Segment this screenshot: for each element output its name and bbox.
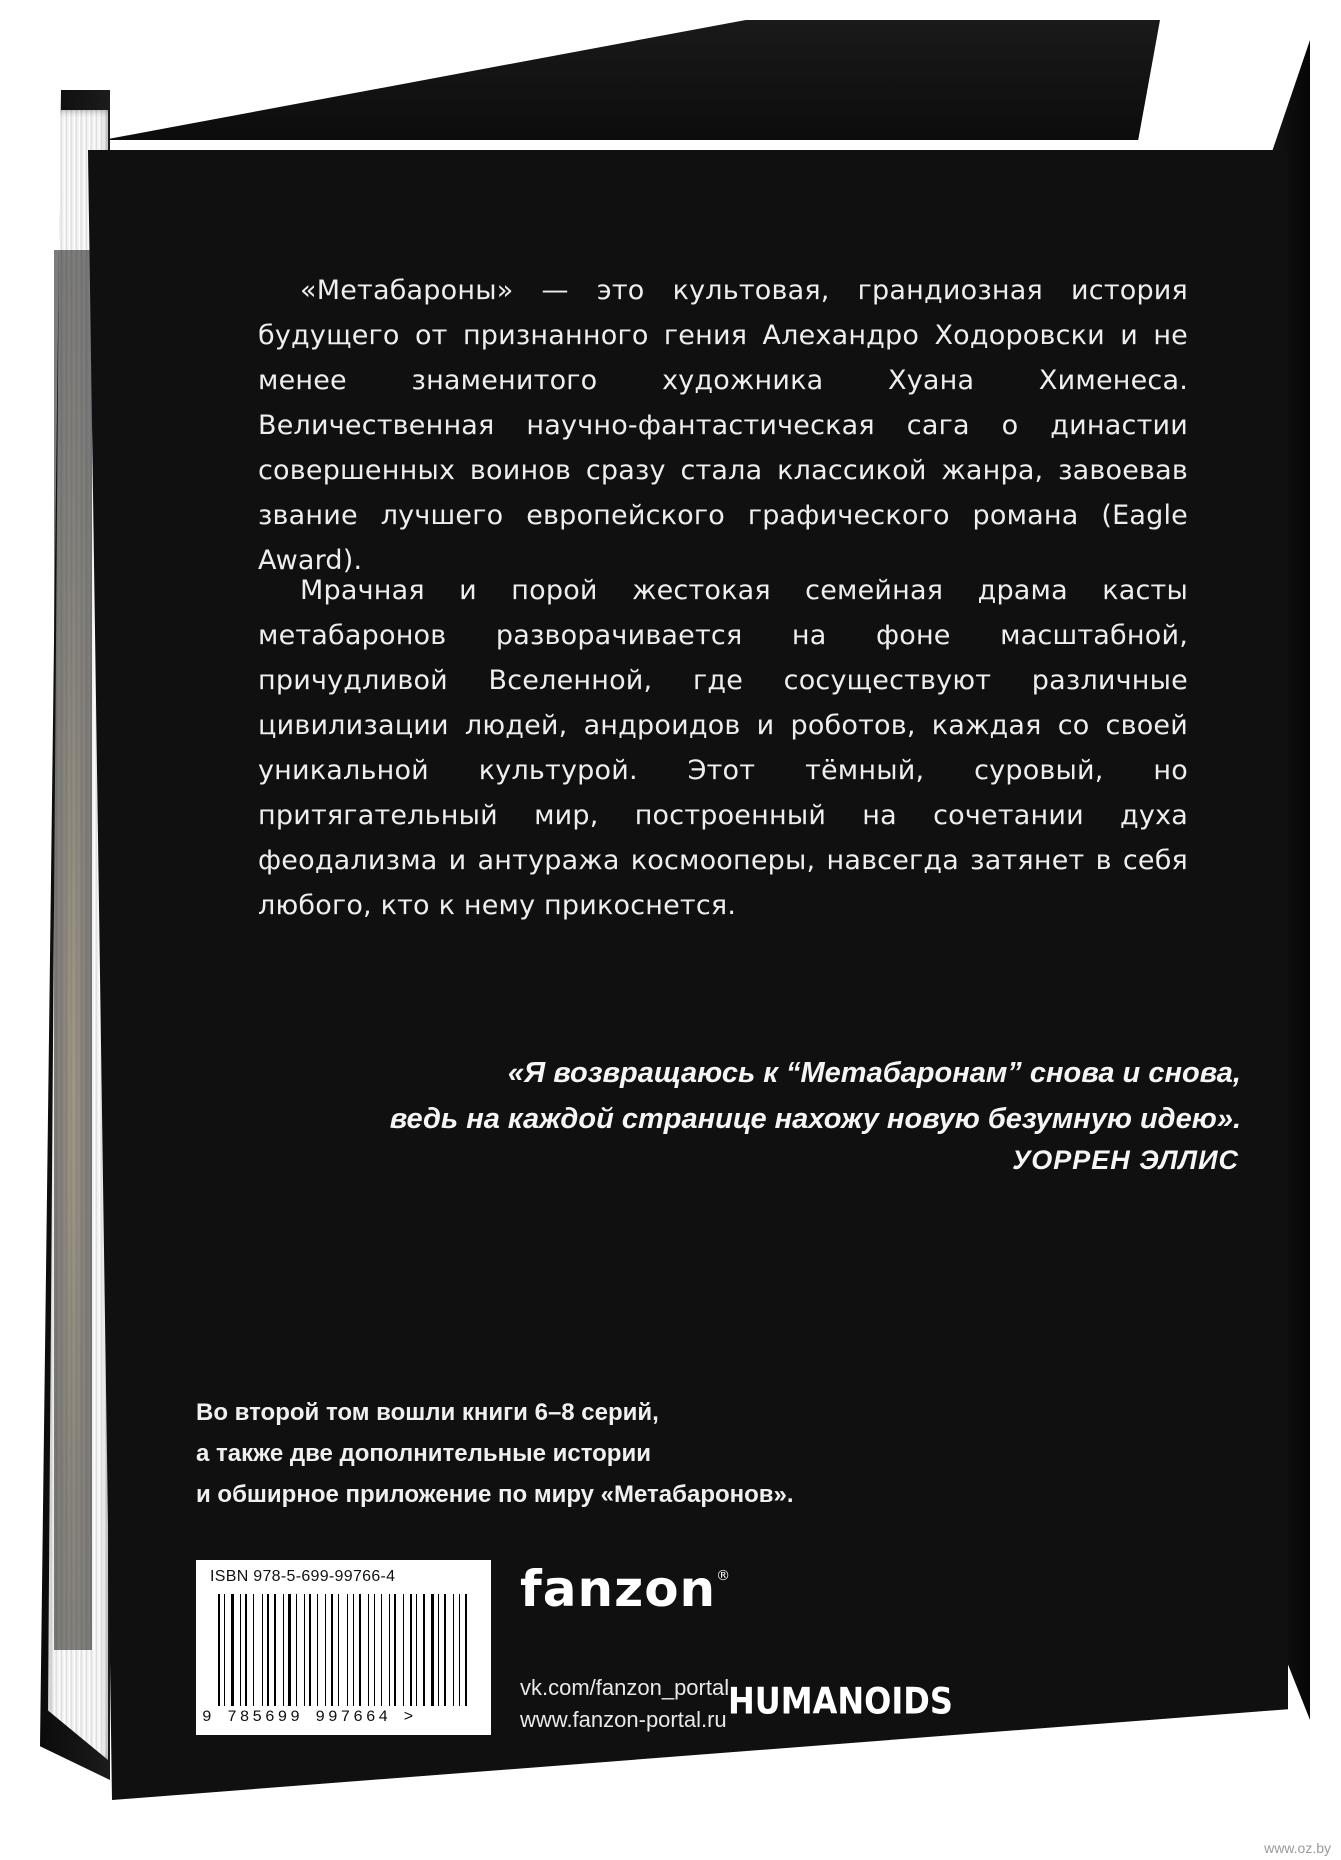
barcode-bar (253, 1594, 254, 1706)
barcode-bar (317, 1594, 318, 1706)
barcode-bar (278, 1594, 280, 1706)
barcode-bar (245, 1594, 247, 1706)
barcode-bar (403, 1594, 404, 1706)
barcode-bar (378, 1594, 380, 1706)
barcode (218, 1594, 473, 1706)
volume-info-line-3: и обширное приложение по миру «Метабаронов». (196, 1481, 794, 1508)
barcode-bar (283, 1594, 284, 1706)
barcode-bar (325, 1594, 326, 1706)
barcode-bar (423, 1594, 425, 1706)
link-site[interactable]: www.fanzon-portal.ru (520, 1707, 727, 1732)
barcode-bar (465, 1594, 467, 1706)
barcode-bar (331, 1594, 333, 1706)
barcode-bar (264, 1594, 265, 1706)
volume-info (196, 1392, 896, 1515)
barcode-bar (231, 1594, 234, 1706)
registered-mark: ® (716, 1568, 732, 1584)
volume-info-line-1: Во второй том вошли книги 6–8 серий, (196, 1399, 659, 1426)
barcode-digits: 9 785699 997664 > (202, 1708, 417, 1726)
barcode-bar (294, 1594, 295, 1706)
barcode-bar (327, 1594, 330, 1706)
barcode-bar (391, 1594, 392, 1706)
barcode-bar (374, 1594, 375, 1706)
fanzon-logo (520, 1560, 731, 1618)
barcode-bar (399, 1594, 402, 1706)
barcode-bar (448, 1594, 450, 1706)
barcode-bar (431, 1594, 434, 1706)
barcode-bar (236, 1594, 237, 1706)
barcode-bar (349, 1594, 351, 1706)
barcode-bar (368, 1594, 370, 1706)
barcode-bar (221, 1594, 222, 1706)
quote (341, 1050, 1241, 1142)
barcode-bar (306, 1594, 307, 1706)
fanzon-logo-text: fanzon (520, 1560, 717, 1618)
quote-line-2: ведь на каждой странице нахожу новую безумную идею». (389, 1103, 1241, 1135)
barcode-bar (304, 1594, 305, 1706)
barcode-bar (336, 1594, 337, 1706)
barcode-bar (438, 1594, 439, 1706)
barcode-bar (309, 1594, 311, 1706)
barcode-bar (256, 1594, 259, 1706)
barcode-box (196, 1560, 491, 1735)
publisher-links (520, 1672, 729, 1736)
barcode-bar (299, 1594, 301, 1706)
barcode-bar (240, 1594, 241, 1706)
barcode-bar (406, 1594, 407, 1706)
barcode-bar (371, 1594, 372, 1706)
barcode-bar (242, 1594, 243, 1706)
barcode-bar (459, 1594, 460, 1706)
barcode-bar (320, 1594, 321, 1706)
barcode-bar (389, 1594, 390, 1706)
barcode-bar (455, 1594, 457, 1706)
barcode-bar (288, 1594, 291, 1706)
barcode-bar (416, 1594, 417, 1706)
barcode-bar (381, 1594, 383, 1706)
barcode-bar (218, 1594, 220, 1706)
humanoids-logo: HUMANOIDS (728, 1679, 953, 1723)
barcode-bar (274, 1594, 276, 1706)
barcode-bar (272, 1594, 273, 1706)
barcode-bar (224, 1594, 225, 1706)
barcode-bar (285, 1594, 286, 1706)
barcode-bar (250, 1594, 252, 1706)
barcode-bar (444, 1594, 446, 1706)
blurb-paragraph-1: «Метабароны» — это культовая, грандиозная история будущего от признанного гения Алехандро Ходоровски и не менее знаменитого художника Хуана Хименеса. Величественная научно-фантастическая сага о династии совершенных воинов сразу стала классикой жанра, завоевав звание лучшего европейского графического романа (Eagle Award). (258, 275, 1188, 576)
barcode-bar (296, 1594, 297, 1706)
barcode-bar (410, 1594, 412, 1706)
barcode-bar (427, 1594, 428, 1706)
barcode-bar (453, 1594, 454, 1706)
barcode-bar (413, 1594, 414, 1706)
barcode-bar (338, 1594, 339, 1706)
barcode-bar (364, 1594, 365, 1706)
blurb-paragraph-2: Мрачная и порой жестокая семейная драма касты метабаронов разворачивается на фоне масштабной, причудливой Вселенной, где сосуществуют различные цивилизации людей, андроидов и роботов, каждая со своей уникальной культурой. Этот тёмный, суровый, но притягательный мир, построенный на сочетании духа феодализма и антуража космооперы, навсегда затянет в себя любого, кто к нему прикоснется. (258, 575, 1188, 921)
barcode-bar (262, 1594, 263, 1706)
barcode-bar (342, 1594, 344, 1706)
isbn-text: ISBN 978-5-699-99766-4 (210, 1568, 396, 1585)
barcode-bar (353, 1594, 354, 1706)
volume-info-line-2: а также две дополнительные истории (196, 1440, 651, 1467)
barcode-bar (469, 1594, 470, 1706)
quote-line-1: «Я возвращаюсь к “Метабаронам” снова и снова, (507, 1057, 1241, 1089)
barcode-bar (267, 1594, 269, 1706)
quote-author: УОРРЕН ЭЛЛИС (1012, 1145, 1239, 1175)
barcode-bar (314, 1594, 316, 1706)
barcode-bar (442, 1594, 443, 1706)
barcode-bar (435, 1594, 436, 1706)
barcode-bar (385, 1594, 386, 1706)
link-vk[interactable]: vk.com/fanzon_portal (520, 1675, 730, 1700)
barcode-bar (394, 1594, 396, 1706)
barcode-bar (347, 1594, 348, 1706)
barcode-bar (420, 1594, 422, 1706)
barcode-bar (463, 1594, 464, 1706)
watermark: www.oz.by (1264, 1840, 1331, 1856)
barcode-bar (357, 1594, 358, 1706)
barcode-bar (228, 1594, 230, 1706)
barcode-bar (359, 1594, 362, 1706)
